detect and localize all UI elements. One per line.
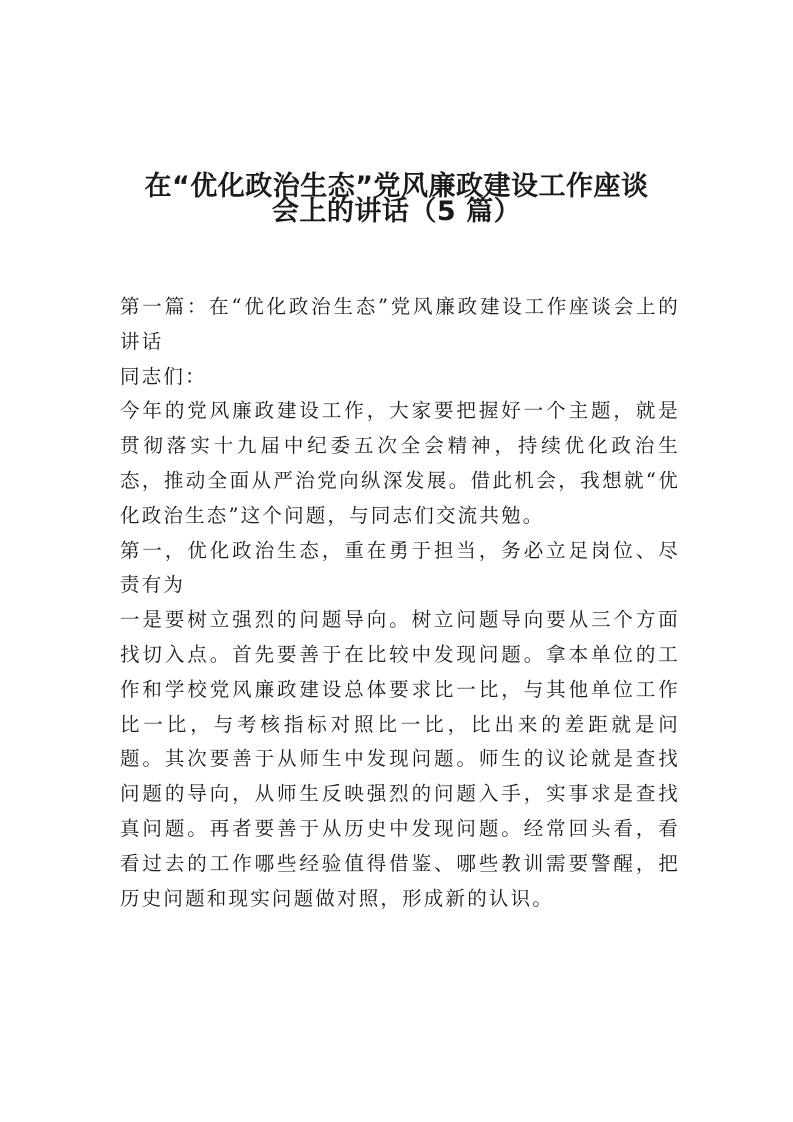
- salutation: 同志们：: [120, 364, 207, 388]
- document-body: [120, 290, 680, 916]
- document-title-line-1: 在“优化政治生态”党风廉政建设工作座谈: [144, 171, 649, 202]
- body-paragraph: 一是要树立强烈的问题导向。树立问题导向要从三个方面找切入点。首先要善于在比较中发现问题。拿本单位的工作和学校党风廉政建设总体要求比一比，与其他单位工作比一比，与考核指标对照比一比，比出来的差距就是问题。其次要善于从师生中发现问题。师生的议论就是查找问题的导向，从师生反映强烈的问题入手，实事求是查找真问题。再者要善于从历史中发现问题。经常回头看，看看过去的工作哪些经验值得借鉴、哪些教训需要警醒，把历史问题和现实问题做对照，形成新的认识。: [120, 608, 680, 910]
- intro-paragraph: 今年的党风廉政建设工作，大家要把握好一个主题，就是贯彻落实十九届中纪委五次全会精神，持续优化政治生态，推动全面从严治党向纵深发展。借此机会，我想就“优化政治生态”这个问题，与同志们交流共勉。: [120, 399, 680, 527]
- section-heading-1: 第一，优化政治生态，重在勇于担当，务必立足岗位、尽责有为: [120, 538, 680, 597]
- chapter-heading: 第一篇：在“优化政治生态”党风廉政建设工作座谈会上的讲话: [120, 295, 680, 353]
- document-title-line-2: 会上的讲话（5 篇）: [271, 196, 522, 227]
